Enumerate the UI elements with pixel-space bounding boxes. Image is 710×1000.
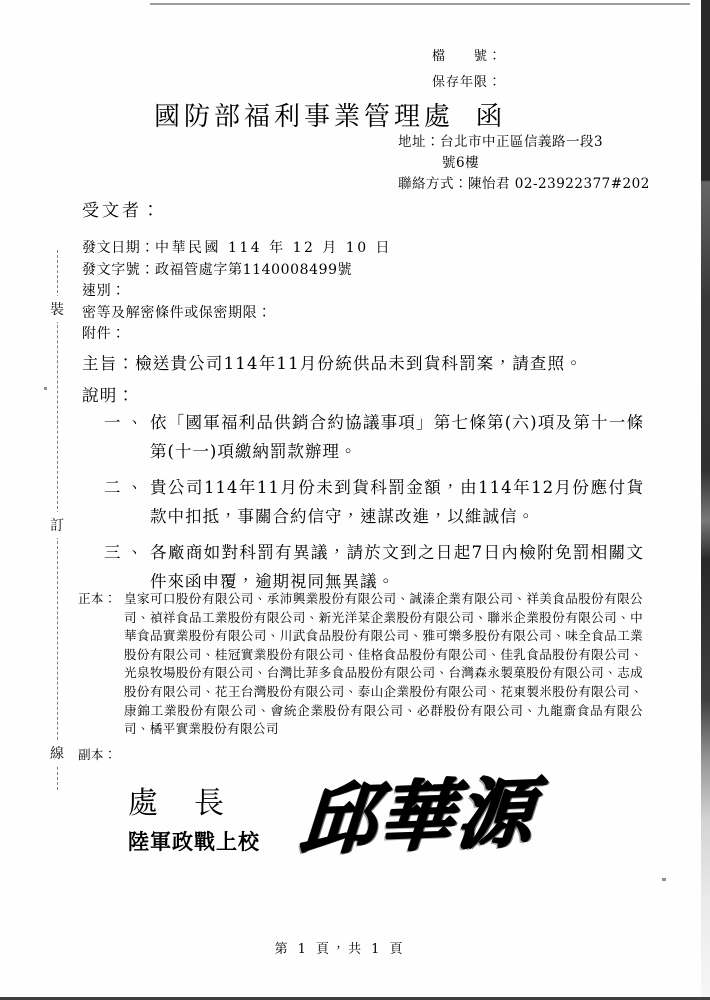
signature-block: [128, 767, 588, 888]
phone-line: [398, 174, 650, 195]
meta-label: 發文字號：: [82, 261, 155, 278]
scan-speck: [44, 387, 47, 390]
recipient-label: 受文者：: [82, 201, 162, 221]
binding-mark-zhuang: 裝: [44, 296, 70, 322]
signer-title-char-1: 處: [128, 786, 160, 821]
scan-edge-right: [701, 0, 710, 1000]
meta-row-speed: [82, 281, 392, 303]
distribution-primary-text: 皇家可口股份有限公司、承沛興業股份有限公司、誠溱企業有限公司、祥美食品股份有限公司、禎祥食品工業股份有限公司、新光洋菜企業股份有限公司、聯米企業股份有限公司、中華食品實業股份有限公司、川武食品股份有限公司、雅可樂多股份有限公司、味全食品工業股份有限公司、桂冠實業股份有限公司、佳格食品股份有限公司、佳乳食品股份有限公司、光泉牧場股份有限公司、台灣比菲多食品股份有限公司、台灣森永製菓股份有限公司、志成股份有限公司、花王台灣股份有限公司、泰山企業股份有限公司、花東製米股份有限公司、康錦工業股份有限公司、會統企業股份有限公司、必群股份有限公司、九龍齋食品有限公司、橘平實業股份有限公司: [124, 591, 643, 737]
phone-value: 陳怡君 02-23922377#202: [468, 176, 650, 192]
item-text: 依「國軍福利品供銷合約協議事項」第七條第(六)項及第十一條第(十一)項繳納罰款辦理。: [150, 413, 644, 461]
meta-value: 政福管處字第1140008499號: [155, 261, 353, 278]
explanation-item: [104, 473, 644, 531]
item-number: 一、: [104, 413, 149, 432]
meta-label: 速別：: [82, 283, 126, 299]
scan-edge-top: [150, 3, 690, 5]
meta-label: 發文日期：: [82, 240, 155, 256]
subject-line: [82, 350, 642, 374]
document-meta: [82, 238, 392, 346]
issuing-organization: 國防部福利事業管理處: [153, 102, 454, 132]
meta-label: 密等及解密條件或保密期限：: [82, 304, 272, 321]
signer-title: [128, 778, 226, 822]
distribution-primary-label: 正本：: [78, 591, 117, 606]
item-number: 二、: [104, 478, 149, 497]
file-number-row: [432, 44, 502, 70]
scan-speck: [662, 878, 666, 881]
signer-rank: 陸軍政戰上校: [128, 829, 260, 854]
explanation-item: [104, 538, 644, 596]
item-text: 各廠商如對科罰有異議，請於文到之日起7日內檢附免罰相關文件來函申覆，逾期視同無異議。: [150, 543, 644, 591]
address-value-line1: 台北市中正區信義路一段3: [440, 134, 604, 150]
binding-mark-ding: 訂: [44, 512, 70, 538]
meta-row-doc-number: [82, 260, 392, 282]
meta-label: 附件：: [82, 326, 126, 342]
distribution-cc-label: 副本：: [78, 747, 117, 762]
meta-value: 中華民國 114 年 12 月 10 日: [155, 240, 393, 256]
recipient-field: [82, 196, 162, 221]
address-value-line2: 號6樓: [442, 155, 480, 171]
signer-name-calligraphy: 邱華源: [296, 767, 538, 865]
document-kind: 函: [476, 102, 507, 132]
contact-block: [398, 132, 650, 195]
retention-row: [432, 70, 502, 96]
meta-row-issue-date: [82, 238, 392, 260]
file-number-label: 檔 號：: [432, 49, 503, 64]
explanation-label: 說明：: [82, 386, 136, 405]
archive-header: [432, 44, 502, 96]
distribution-primary: [78, 590, 643, 739]
distribution-cc: [78, 744, 117, 763]
meta-row-attachment: [82, 324, 392, 346]
address-label: 地址：: [398, 134, 440, 150]
subject-label: 主旨：: [82, 354, 136, 373]
binding-mark-xian: 線: [44, 740, 70, 766]
phone-label: 聯絡方式：: [398, 176, 468, 192]
page-footer: 第 1 頁，共 1 頁: [274, 942, 406, 957]
document-title: [0, 96, 660, 133]
retention-label: 保存年限：: [432, 75, 503, 90]
item-number: 三、: [104, 543, 149, 562]
explanation-item: [104, 408, 644, 466]
address-line: [398, 132, 650, 153]
subject-text: 檢送貴公司114年11月份統供品未到貨科罰案，請查照。: [135, 354, 583, 373]
explanation-items: [104, 408, 644, 603]
meta-row-classification: [82, 303, 392, 325]
signer-title-char-2: 長: [194, 786, 226, 821]
item-text: 貴公司114年11月份未到貨科罰金額，由114年12月份應付貨款中扣抵，事關合約信守，速謀改進，以維誠信。: [150, 478, 644, 526]
